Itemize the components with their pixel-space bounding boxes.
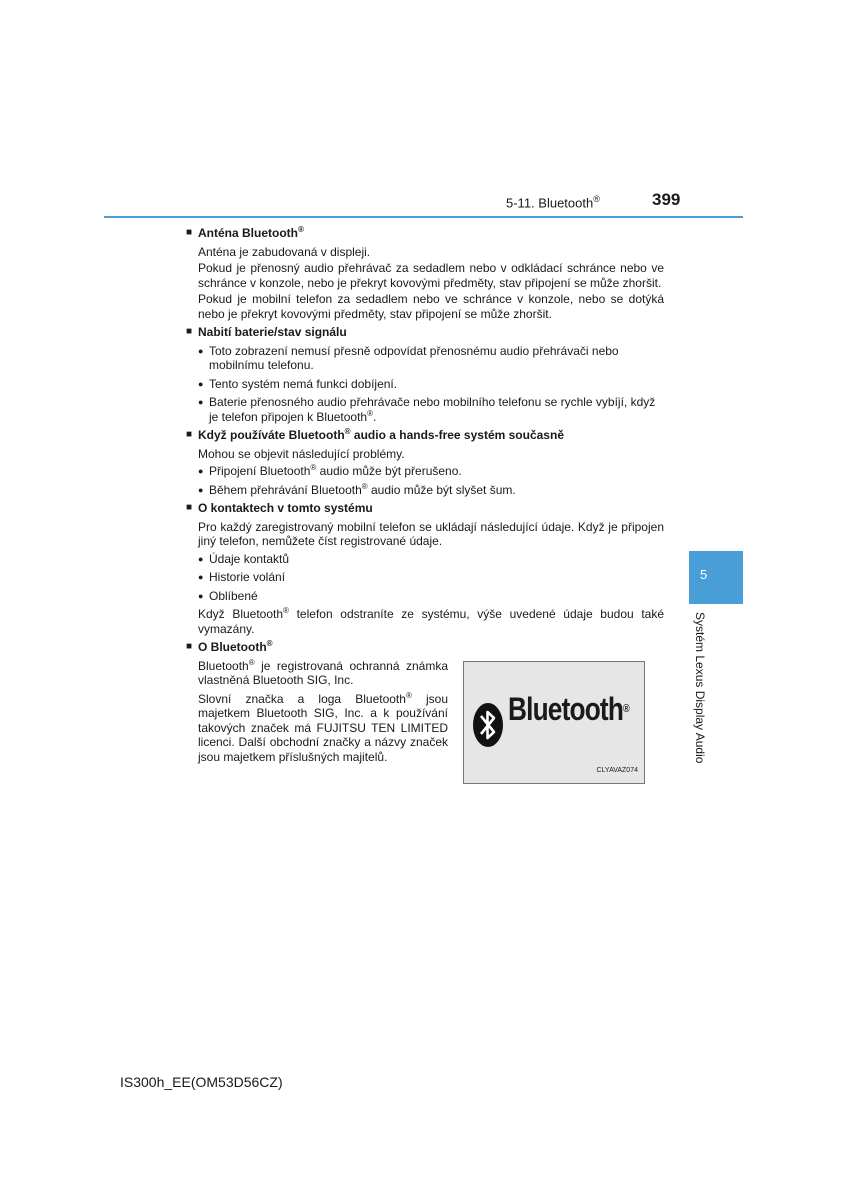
figure-code: CLYAVAZ074 <box>596 767 638 774</box>
page-content <box>186 222 664 789</box>
header-rule <box>104 216 743 218</box>
about-bluetooth-block <box>186 659 664 789</box>
list-item: ● Během přehrávání Bluetooth® audio může být slyšet šum. <box>186 483 664 498</box>
section-heading: ■ O kontaktech v tomto systému <box>186 501 664 516</box>
paragraph: Mohou se objevit následující problémy. <box>198 446 405 461</box>
paragraph: Když Bluetooth® telefon odstraníte ze systému, výše uvedené údaje budou také vymazány. <box>198 606 665 636</box>
list-item: ● Připojení Bluetooth® audio může být přerušeno. <box>186 464 664 479</box>
list-item: ● Historie volání <box>186 570 664 585</box>
paragraph: Pokud je přenosný audio přehrávač za sedadlem nebo v odkládací schránce nebo ve schránce v konzole, nebo je překryt kovovými předměty, stav připojení se může zhoršit. <box>198 261 664 290</box>
paragraph: Slovní značka a loga Bluetooth® jsou majetkem Bluetooth SIG, Inc. a k používání takových značek má FUJITSU TEN LIMITED licenci. Další obchodní značky a názvy značek jsou majetkem příslušných majitelů. <box>198 690 448 764</box>
chapter-title: Systém Lexus Display Audio <box>693 612 707 764</box>
list-item: ● Baterie přenosného audio přehrávače nebo mobilního telefonu se rychle vybíjí, když je telefon připojen k Bluetooth®. <box>186 395 664 424</box>
paragraph: Pokud je mobilní telefon za sedadlem nebo ve schránce v konzole, nebo se dotýká nebo je překryt kovovými předměty, stav připojení se může zhoršit. <box>198 292 664 321</box>
bluetooth-rune-icon <box>472 702 504 748</box>
bluetooth-wordmark: Bluetooth® <box>508 690 629 727</box>
bluetooth-logo-figure <box>463 661 645 784</box>
header-section-title: 5-11. Bluetooth® <box>506 194 600 211</box>
chapter-tab: 5 <box>689 551 743 604</box>
section-heading: ■ Když používáte Bluetooth® audio a hands-free systém současně <box>186 428 664 443</box>
section-heading: ■ Nabití baterie/stav signálu <box>186 325 664 340</box>
list-item: ● Toto zobrazení nemusí přesně odpovídat přenosnému audio přehrávači nebo mobilnímu telefonu. <box>186 344 664 373</box>
paragraph: Pro každý zaregistrovaný mobilní telefon se ukládají následující údaje. Když je připojen jiný telefon, nemůžete číst registrované údaje. <box>198 519 664 548</box>
page-number: 399 <box>652 190 681 209</box>
list-item: ● Oblíbené <box>186 589 664 604</box>
list-item: ● Tento systém nemá funkci dobíjení. <box>186 377 664 392</box>
paragraph: Bluetooth® je registrovaná ochranná známka vlastněná Bluetooth SIG, Inc. <box>198 657 448 687</box>
paragraph: Anténa je zabudovaná v displeji. <box>198 244 371 259</box>
section-heading: ■ O Bluetooth® <box>186 640 664 655</box>
document-code: IS300h_EE(OM53D56CZ) <box>120 1074 283 1090</box>
section-heading: ■ Anténa Bluetooth® <box>186 226 664 241</box>
list-item: ● Údaje kontaktů <box>186 552 664 567</box>
